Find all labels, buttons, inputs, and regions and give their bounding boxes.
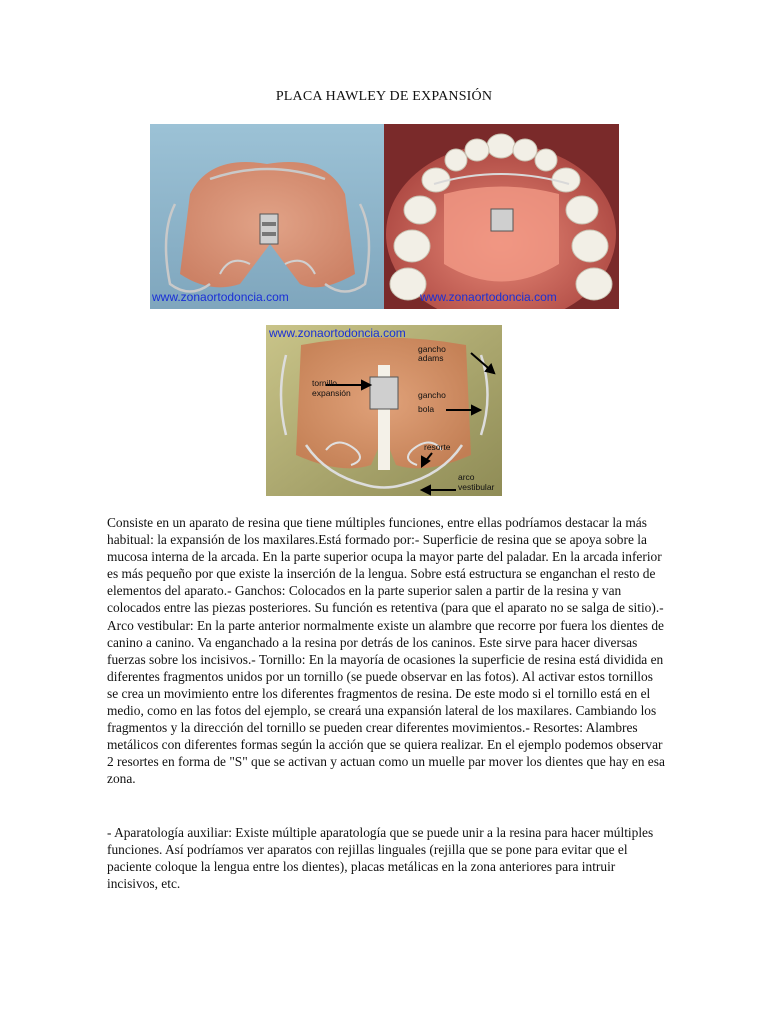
photo3-watermark: www.zonaortodoncia.com (269, 326, 406, 340)
photo1-watermark: www.zonaortodoncia.com (152, 290, 289, 304)
body-paragraph-1: Consiste en un aparato de resina que tiene múltiples funciones, entre ellas podríamos destacar la más habitual: la expansión de los maxilares.Está formado por:- Superficie de resina que se apoya sobre la mucosa interna de la arcada. En la parte superior ocupa la mayor parte del paladar. En la arcada inferior es más pequeño por que existe la inserción de la lengua. Sobre está estructura se enganchan el resto de elementos del aparato.- Ganchos: Colocados en la parte superior salen a partir de la resina y van colocados entre las piezas posteriores. Su función es retentiva (para que el aparato no se salga de sitio).- Arco vestibular: En la parte anterior normalmente existe un alambre que recorre por fuera los dientes de canino a canino. Va enganchado a la resina por detrás de los caninos. Este sirve para hacer diversas fuerzas sobre los incisivos.- Tornillo: En la mayoría de ocasiones la superficie de resina está dividida en diferentes fragmentos unidos por un tornillo (se puede observar en las fotos). Al activar estos tornillos se crea un movimiento entre los diferentes fragmentos de resina. De este modo si el tornillo está en el medio, como en las fotos del ejemplo, se creará una expansión lateral de los maxilares. Cambiando los fragmentos y la dirección del tornillo se pueden crear diferentes movimientos.- Resortes: Alambres metálicos con diferentes formas según la acción que se quiera realizar. En el ejemplo podemos observar 2 resortes en forma de "S" que se activan y actuan como un muelle par mover los dientes que hay en esa zona. (107, 515, 665, 787)
label-tornillo-2: expansión (312, 388, 351, 398)
photo-appliance-mouth (384, 124, 619, 309)
photo-appliance-annotated (266, 325, 502, 496)
photo-appliance-blue-image (150, 124, 384, 309)
label-arco-2: vestibular (458, 482, 495, 492)
photo-appliance-blue (150, 124, 384, 309)
page-title: PLACA HAWLEY DE EXPANSIÓN (275, 89, 493, 104)
label-gancho-bola-2: bola (418, 404, 435, 414)
label-tornillo-1: tornillo (312, 378, 338, 388)
label-resorte: resorte (424, 442, 451, 452)
label-gancho-adams-1: gancho (418, 344, 446, 354)
body-paragraph-2: - Aparatología auxiliar: Existe múltiple aparatología que se puede unir a la resina para hacer múltiples funciones. Así podríamos ver aparatos con rejillas linguales (rejilla que se pone para evitar que el paciente coloque la lengua entre los dientes), placas metálicas en la zona anteriores para intruir incisivos, etc. (107, 825, 654, 892)
label-arco-1: arco (458, 472, 475, 482)
photo2-watermark: www.zonaortodoncia.com (420, 290, 557, 304)
label-gancho-adams-2: adams (418, 353, 444, 363)
photo-appliance-mouth-image (384, 124, 619, 309)
photo-appliance-annotated-image (266, 325, 502, 496)
label-gancho-bola-1: gancho (418, 390, 446, 400)
